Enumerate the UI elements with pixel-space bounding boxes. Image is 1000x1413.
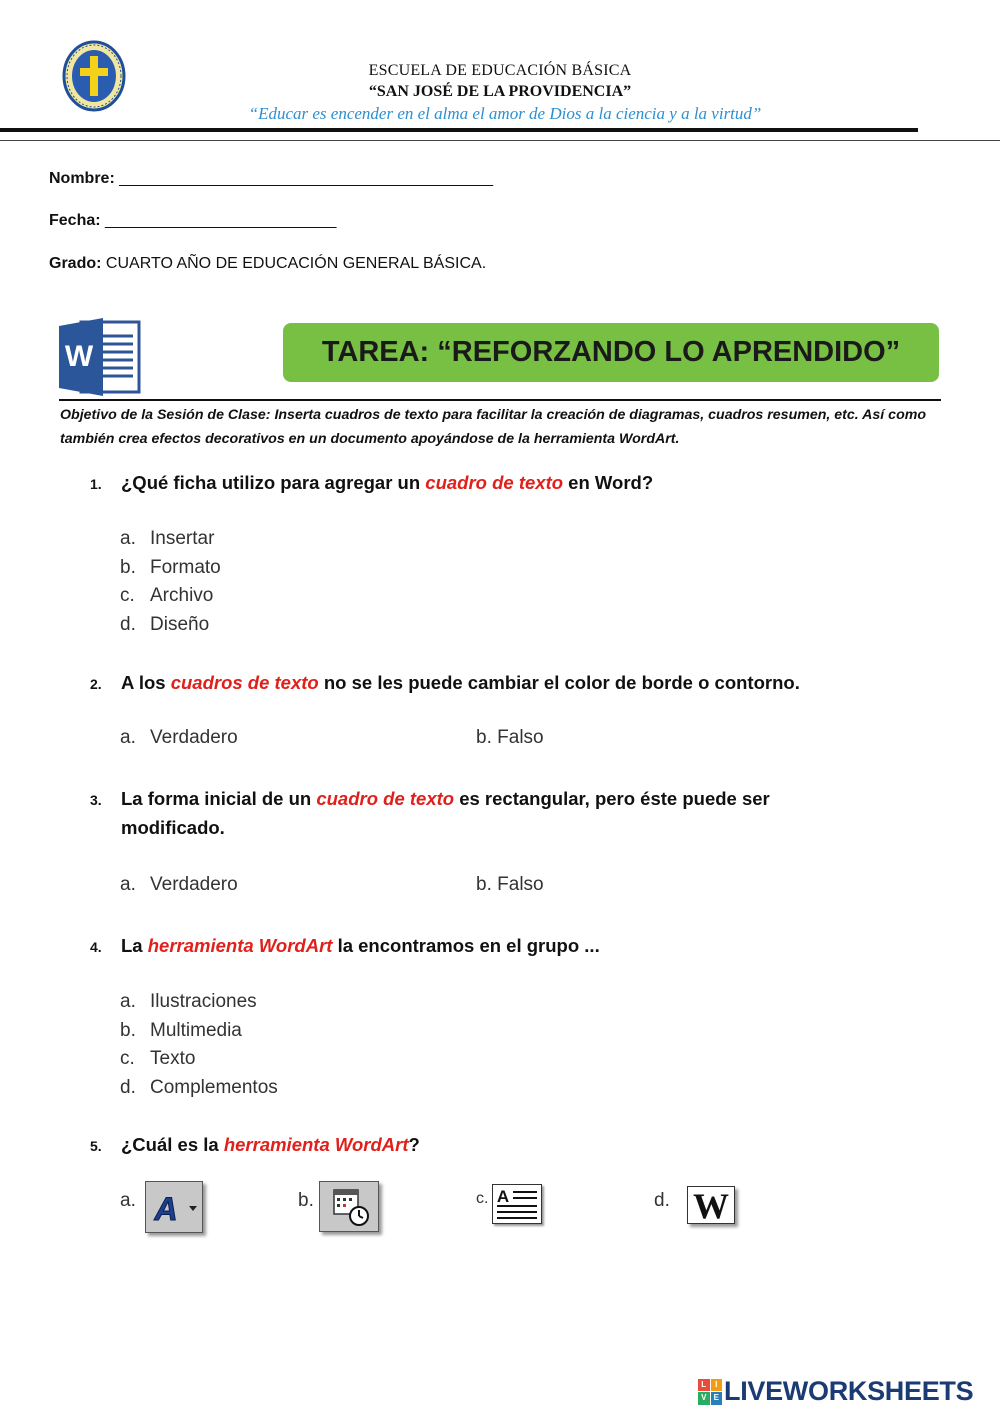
school-name: ESCUELA DE EDUCACIÓN BÁSICA bbox=[368, 62, 632, 79]
question-4-option-d[interactable]: d. Complementos bbox=[120, 1077, 278, 1098]
question-5-option-c-label: c. bbox=[476, 1190, 489, 1207]
objective-divider bbox=[59, 399, 941, 401]
page-title: TAREA: “REFORZANDO LO APRENDIDO” bbox=[321, 336, 901, 368]
question-1-option-d[interactable]: d. Diseño bbox=[120, 614, 210, 635]
question-2-number: 2. bbox=[90, 676, 102, 692]
word-app-icon bbox=[59, 318, 141, 396]
question-5-option-b[interactable] bbox=[319, 1181, 379, 1232]
question-5-option-c[interactable] bbox=[492, 1184, 542, 1224]
question-3-text: La forma inicial de un cuadro de texto es rectangular, pero éste puede ser modificado. bbox=[121, 788, 770, 838]
question-1-option-c[interactable]: c. Archivo bbox=[120, 585, 214, 606]
question-3-option-a[interactable]: a. Verdadero bbox=[120, 874, 238, 895]
grade-value: CUARTO AÑO DE EDUCACIÓN GENERAL BÁSICA. bbox=[105, 255, 487, 272]
question-5-option-a[interactable] bbox=[145, 1181, 203, 1233]
question-2-option-b[interactable]: b. Falso bbox=[476, 727, 544, 748]
question-2-option-a[interactable]: a. Verdadero bbox=[120, 727, 238, 748]
school-motto: “Educar es encender en el alma el amor de Dios a la ciencia y a la virtud” bbox=[248, 104, 762, 123]
objective-text: Objetivo de la Sesión de Clase: Inserta cuadros de texto para facilitar la creación de diagramas, cuadros resumen, etc. Así como también crea efectos decorativos en un documento apoyándose de la herramienta WordArt. bbox=[60, 407, 927, 447]
date-blank[interactable]: __________________________ bbox=[105, 212, 337, 229]
question-5-option-a-label: a. bbox=[120, 1190, 136, 1211]
grade-label: Grado: bbox=[49, 255, 102, 272]
question-2-text: A los cuadros de texto no se les puede cambiar el color de borde o contorno. bbox=[121, 672, 800, 693]
name-label: Nombre: bbox=[49, 170, 115, 187]
school-subname: “SAN JOSÉ DE LA PROVIDENCIA” bbox=[368, 83, 632, 100]
grade-field bbox=[49, 255, 486, 273]
date-time-icon bbox=[320, 1182, 378, 1231]
question-4-option-b[interactable]: b. Multimedia bbox=[120, 1020, 242, 1041]
header-divider-thick bbox=[0, 128, 918, 132]
name-blank[interactable]: __________________________________________ bbox=[119, 170, 493, 187]
header-divider-thin bbox=[0, 140, 1000, 141]
name-field[interactable] bbox=[49, 170, 493, 188]
liveworksheets-brand bbox=[698, 1376, 973, 1407]
question-1-option-a[interactable]: a. Insertar bbox=[120, 528, 215, 549]
question-4-option-a[interactable]: a. Ilustraciones bbox=[120, 991, 257, 1012]
question-1-option-b[interactable]: b. Formato bbox=[120, 557, 221, 578]
question-4-option-c[interactable]: c. Texto bbox=[120, 1048, 196, 1069]
question-5-option-b-label: b. bbox=[298, 1190, 314, 1211]
wordart-a-icon bbox=[146, 1182, 202, 1232]
svg-text:A: A bbox=[496, 1187, 510, 1206]
question-1-number: 1. bbox=[90, 476, 102, 492]
question-5-option-d[interactable] bbox=[687, 1186, 735, 1224]
word-icon-letter: W bbox=[64, 340, 94, 373]
question-5-option-d-label: d. bbox=[654, 1190, 670, 1211]
question-4-text: La herramienta WordArt la encontramos en el grupo ... bbox=[121, 935, 600, 956]
svg-text:A: A bbox=[154, 1191, 178, 1227]
w-logo-icon bbox=[688, 1187, 734, 1223]
question-3-number: 3. bbox=[90, 792, 102, 808]
question-5-number: 5. bbox=[90, 1138, 102, 1154]
title-banner bbox=[283, 323, 939, 382]
brand-text: LIVEWORKSHEETS bbox=[724, 1376, 974, 1406]
date-label: Fecha: bbox=[49, 212, 101, 229]
svg-text:W: W bbox=[693, 1187, 729, 1223]
question-4-number: 4. bbox=[90, 939, 102, 955]
question-3-option-b[interactable]: b. Falso bbox=[476, 874, 544, 895]
question-1-text: ¿Qué ficha utilizo para agregar un cuadro de texto en Word? bbox=[121, 472, 654, 493]
textbox-icon bbox=[493, 1185, 541, 1223]
liveworksheets-logo-icon: L I V E bbox=[698, 1379, 722, 1405]
date-field[interactable] bbox=[49, 212, 336, 230]
question-5-text: ¿Cuál es la herramienta WordArt? bbox=[121, 1134, 420, 1155]
